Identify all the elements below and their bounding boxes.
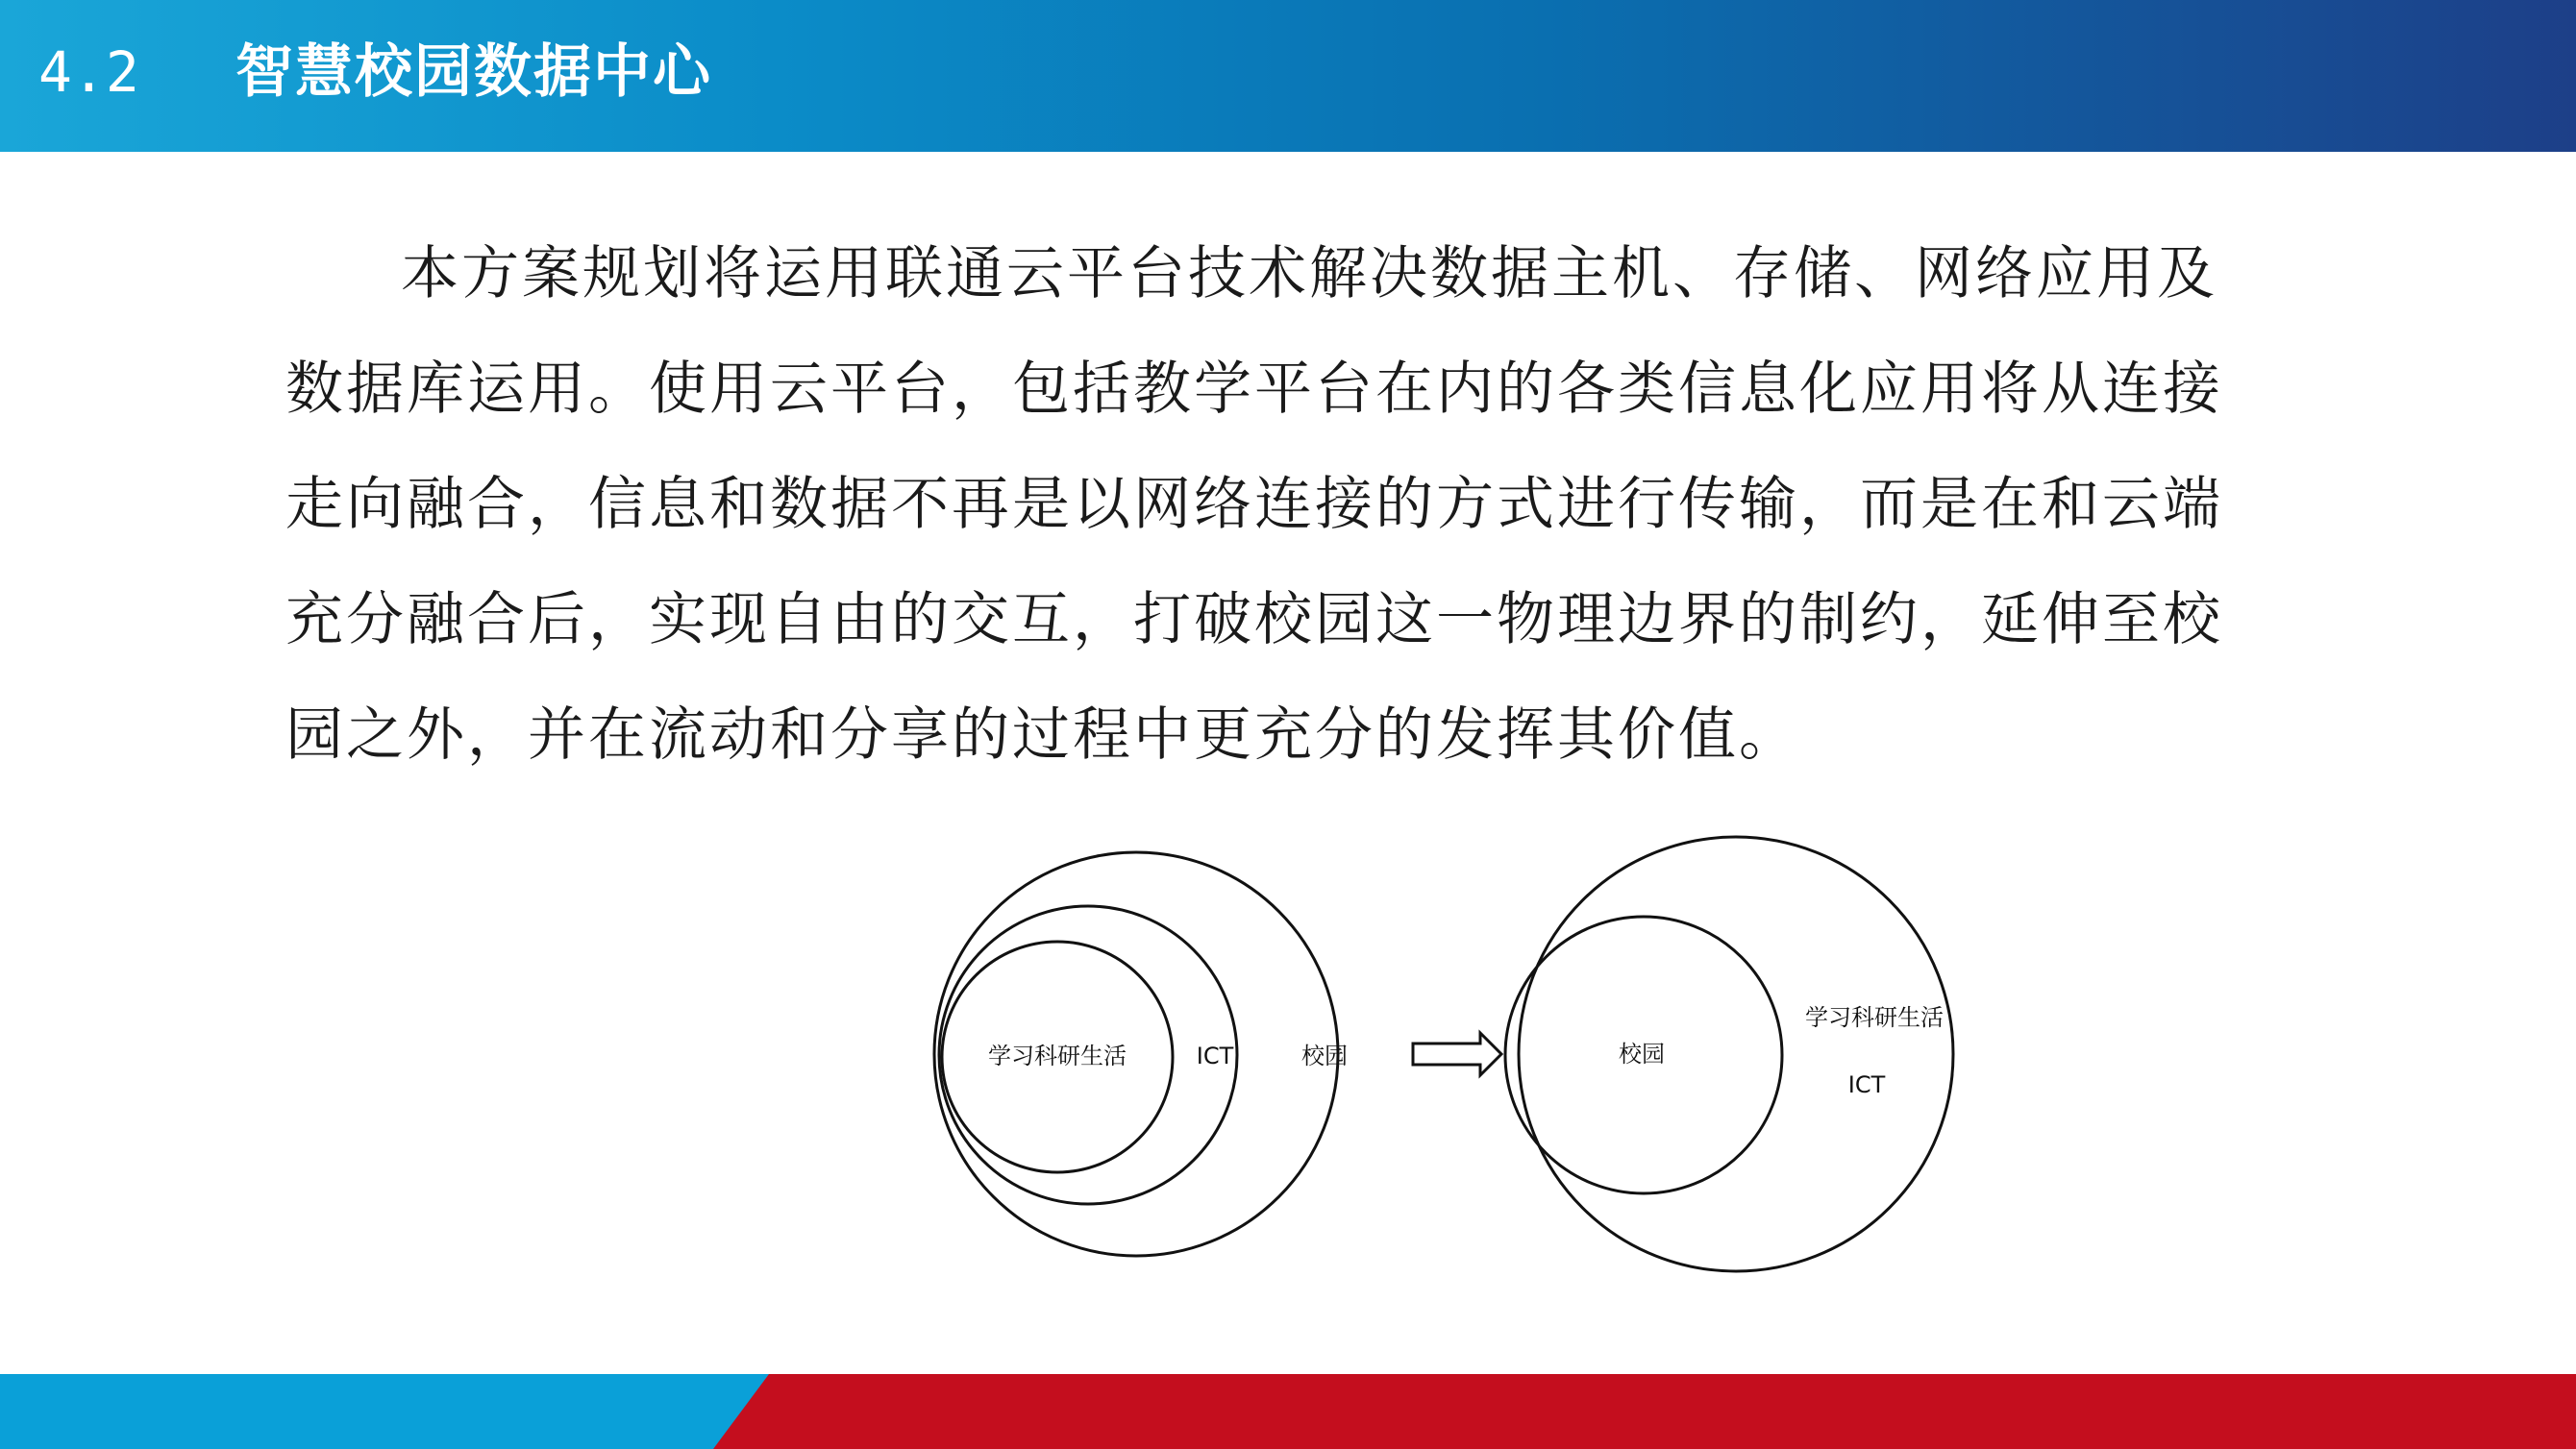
right-label-ict: ICT: [1847, 1071, 1886, 1098]
label-ict: ICT: [1196, 1043, 1234, 1069]
label-study-research-life: 学习科研生活: [988, 1043, 1127, 1069]
footer-bar: [0, 1374, 2576, 1449]
section-number: 4.2: [38, 39, 139, 105]
body-text: [285, 216, 2227, 793]
header-bar: [0, 0, 2576, 152]
section-title: 智慧校园数据中心: [235, 38, 712, 106]
paragraph: 本方案规划将运用联通云平台技术解决数据主机、存储、网络应用及数据库运用。使用云平台，包括教学平台在内的各类信息化应用将从连接走向融合，信息和数据不再是以网络连接的方式进行传输，而是在和云端充分融合后，实现自由的交互，打破校园这一物理边界的制约，延伸至校园之外，并在流动和分享的过程中更充分的发挥其价值。: [285, 240, 2223, 769]
label-campus: 校园: [1301, 1043, 1348, 1069]
right-label-study-research-life: 学习科研生活: [1805, 1004, 1944, 1031]
footer-red-band: [713, 1374, 2576, 1449]
right-label-campus: 校园: [1619, 1041, 1665, 1068]
campus-ict-diagram: [923, 802, 1992, 1312]
